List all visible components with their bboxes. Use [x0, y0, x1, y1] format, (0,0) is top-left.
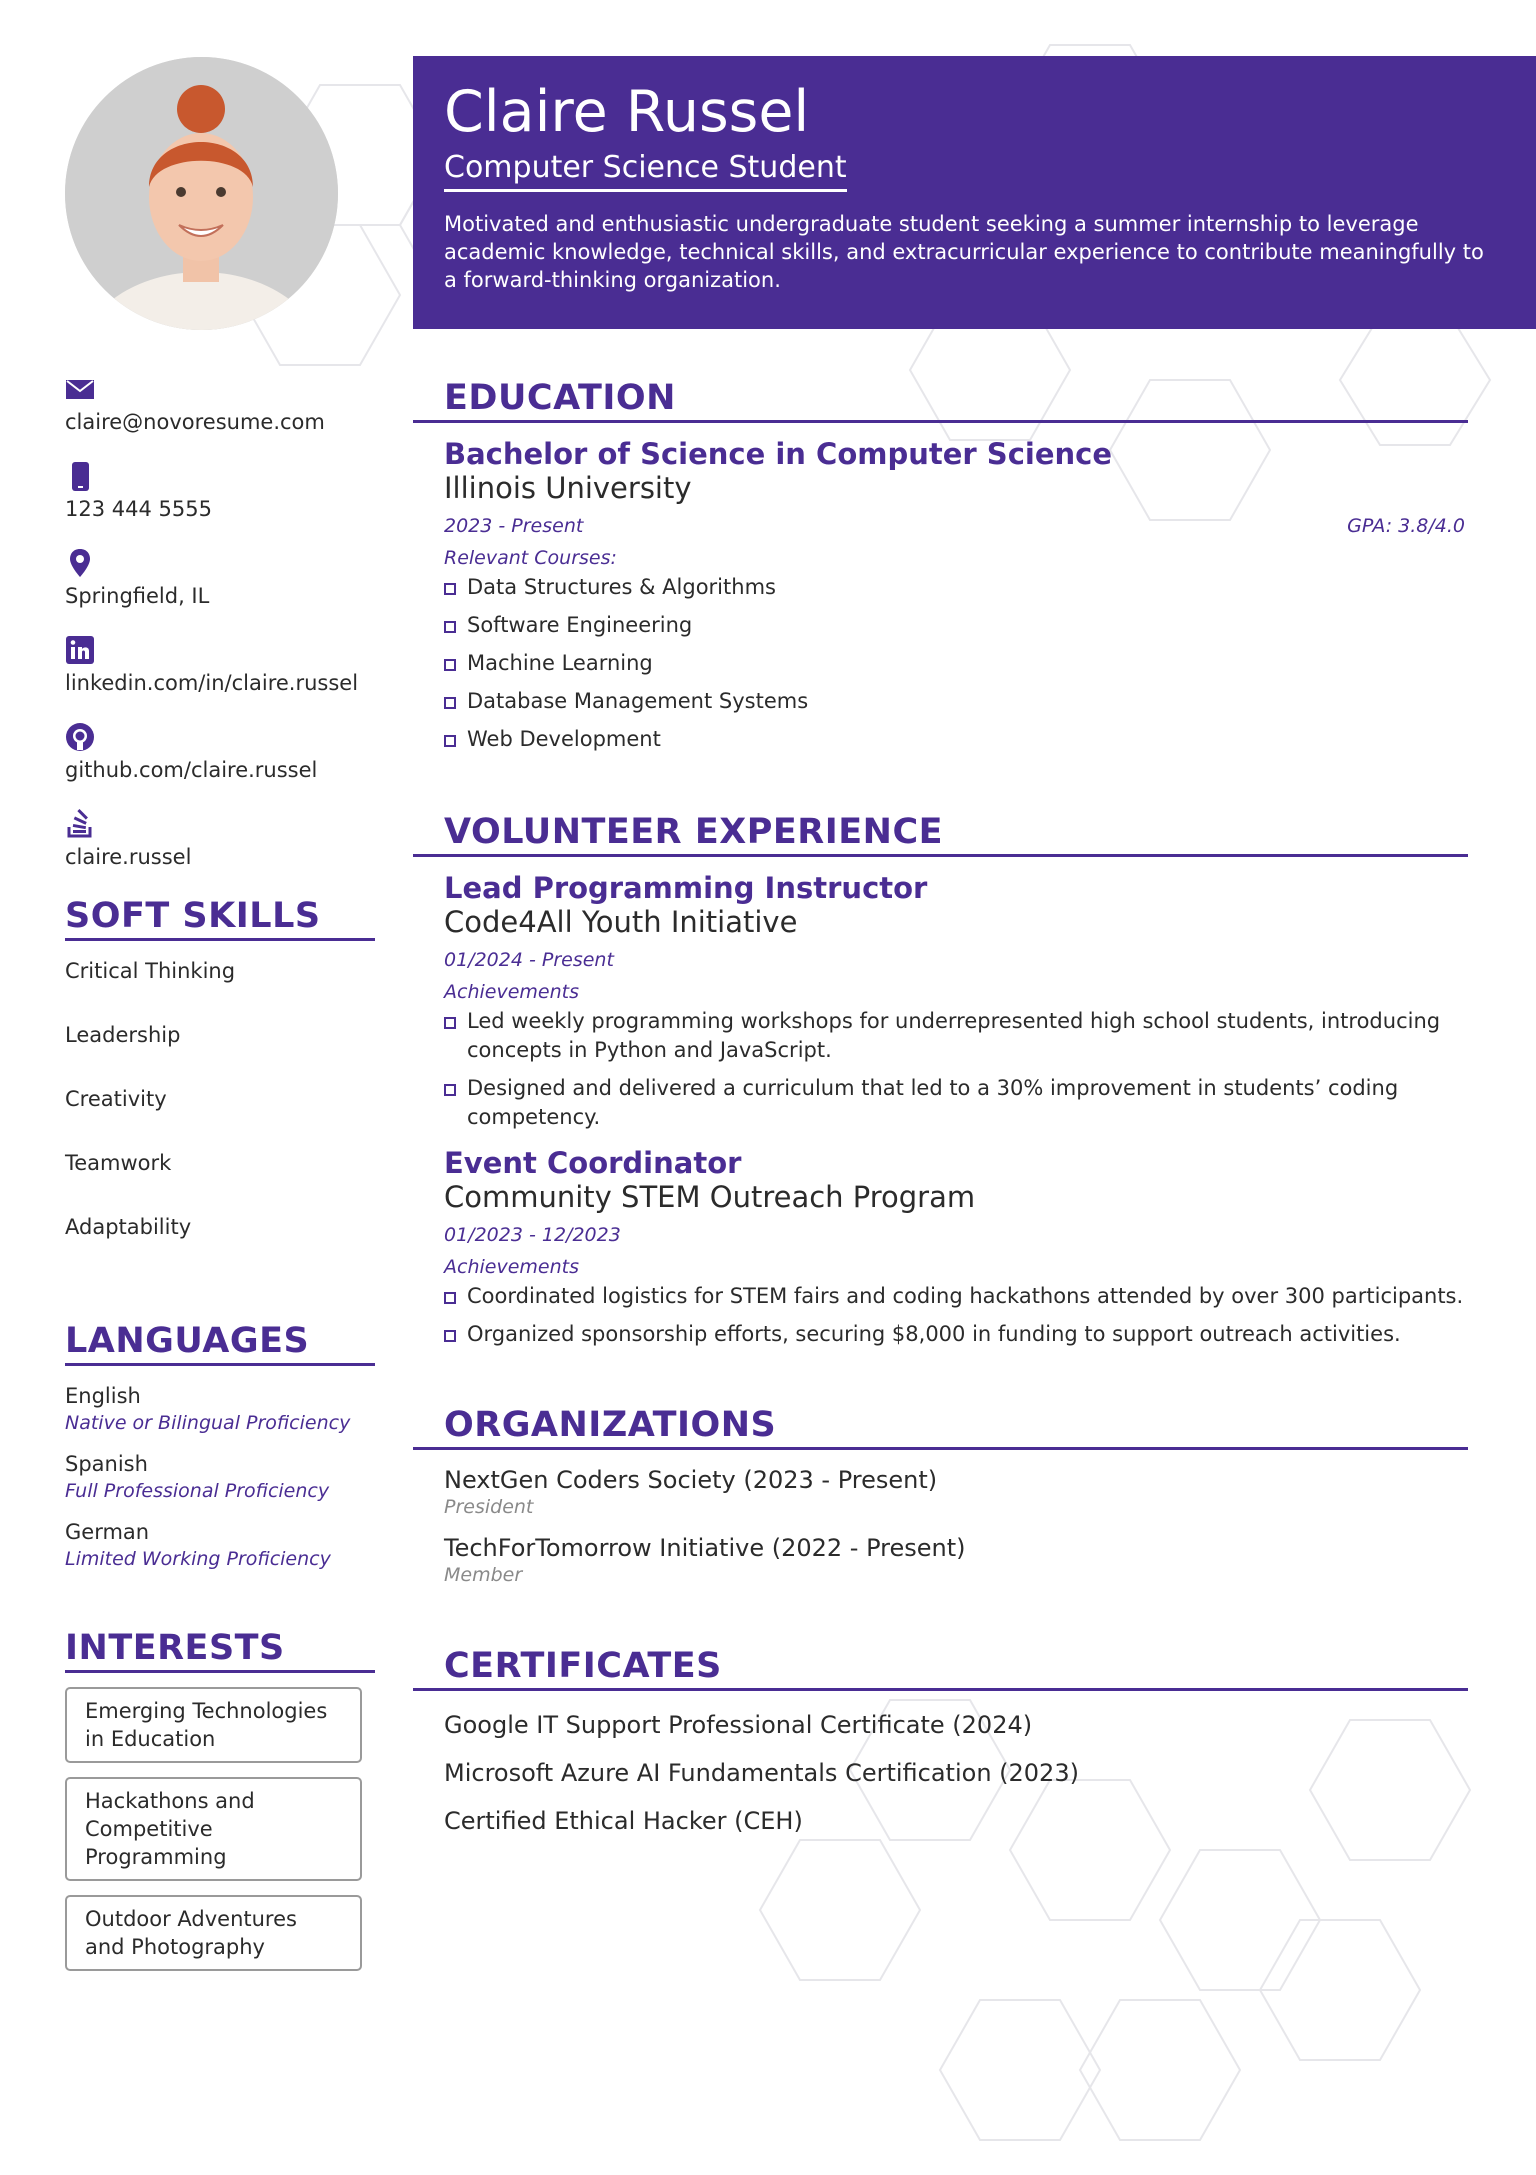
soft-skill-item: Adaptability [65, 1215, 192, 1239]
soft-skills-heading: SOFT SKILLS [65, 896, 375, 941]
education-dates: 2023 - Present [444, 515, 584, 537]
education-meta [444, 515, 1468, 537]
candidate-summary: Motivated and enthusiastic undergraduate student seeking a summer internship to leverage academic knowledge, technical skills, and extracurricular experience to contribute meaningfully to a forward-thinking organization. [444, 212, 1484, 292]
volunteer-entry [444, 1146, 1468, 1349]
contact-github [65, 722, 375, 782]
contact-linkedin [65, 635, 375, 695]
organization-role: Member [444, 1564, 523, 1586]
contact-stackoverflow [65, 809, 375, 869]
soft-skill-item: Critical Thinking [65, 959, 236, 983]
contact-phone-text[interactable]: 123 444 5555 [65, 497, 212, 521]
volunteer-section [413, 812, 1468, 1349]
certificates-heading: CERTIFICATES [413, 1646, 1468, 1691]
github-icon [65, 722, 95, 752]
interests-heading: INTERESTS [65, 1628, 375, 1673]
contact-email [65, 374, 375, 434]
soft-skills-section [65, 896, 375, 1261]
certificate-item: Google IT Support Professional Certificate (2024) [444, 1711, 1033, 1739]
contact-stackoverflow-text[interactable]: claire.russel [65, 845, 192, 869]
organizations-section [413, 1405, 1468, 1586]
contact-linkedin-text[interactable]: linkedin.com/in/claire.russel [65, 671, 359, 695]
language-level: Native or Bilingual Proficiency [65, 1412, 351, 1434]
role-dates-text: 01/2023 - 12/2023 [444, 1224, 621, 1246]
language-item [65, 1520, 375, 1570]
interest-tag: Outdoor Adventures and Photography [65, 1895, 362, 1971]
list-item: Software Engineering [444, 611, 1468, 640]
contact-location-text: Springfield, IL [65, 584, 210, 608]
profile-photo [65, 57, 338, 330]
language-item [65, 1384, 375, 1434]
language-level: Limited Working Proficiency [65, 1548, 331, 1570]
contact-email-text[interactable]: claire@novoresume.com [65, 410, 325, 434]
organization-name: Community STEM Outreach Program [444, 1180, 976, 1214]
language-level: Full Professional Proficiency [65, 1480, 330, 1502]
candidate-title: Computer Science Student [444, 150, 847, 192]
contact-phone [65, 461, 375, 521]
degree-title: Bachelor of Science in Computer Science [444, 437, 1112, 471]
organization-title: TechForTomorrow Initiative (2022 - Present) [444, 1534, 966, 1562]
education-section [413, 378, 1468, 754]
list-item: Led weekly programming workshops for underrepresented high school students, introducing concepts in Python and JavaScript. [444, 1007, 1468, 1065]
role-dates [444, 949, 1468, 971]
certificate-item: Microsoft Azure AI Fundamentals Certification (2023) [444, 1759, 1079, 1787]
role-dates-text: 01/2024 - Present [444, 949, 614, 971]
stackoverflow-icon [65, 809, 95, 839]
language-name: English [65, 1384, 141, 1408]
list-item: Designed and delivered a curriculum that led to a 30% improvement in students’ coding competency. [444, 1074, 1468, 1132]
organizations-heading: ORGANIZATIONS [413, 1405, 1468, 1450]
languages-heading: LANGUAGES [65, 1321, 375, 1366]
role-dates [444, 1224, 1468, 1246]
organization-item [444, 1466, 1468, 1518]
list-item: Coordinated logistics for STEM fairs and coding hackathons attended by over 300 participants. [444, 1282, 1468, 1311]
list-item: Organized sponsorship efforts, securing $8,000 in funding to support outreach activities. [444, 1320, 1468, 1349]
list-item: Web Development [444, 725, 1468, 754]
achievements-list [444, 1007, 1468, 1132]
phone-icon [65, 461, 95, 491]
achievements-label: Achievements [444, 981, 579, 1003]
role-title: Lead Programming Instructor [444, 871, 928, 905]
language-name: German [65, 1520, 150, 1544]
soft-skill-item: Creativity [65, 1087, 167, 1111]
list-item: Machine Learning [444, 649, 1468, 678]
organization-item [444, 1534, 1468, 1586]
soft-skill-item: Leadership [65, 1023, 181, 1047]
main-content [413, 378, 1468, 1835]
courses-label: Relevant Courses: [444, 547, 617, 569]
interest-tag: Emerging Technologies in Education [65, 1687, 362, 1763]
organization-title: NextGen Coders Society (2023 - Present) [444, 1466, 938, 1494]
role-title: Event Coordinator [444, 1146, 742, 1180]
volunteer-heading: VOLUNTEER EXPERIENCE [413, 812, 1468, 857]
contact-github-text[interactable]: github.com/claire.russel [65, 758, 318, 782]
education-heading: EDUCATION [413, 378, 1468, 423]
left-sidebar [65, 57, 375, 1971]
certificate-item: Certified Ethical Hacker (CEH) [444, 1807, 803, 1835]
linkedin-icon [65, 635, 95, 665]
institution-name: Illinois University [444, 471, 692, 505]
location-pin-icon [65, 548, 95, 578]
achievements-list [444, 1282, 1468, 1349]
contact-list [65, 374, 375, 869]
organization-name: Code4All Youth Initiative [444, 905, 798, 939]
soft-skill-item: Teamwork [65, 1151, 172, 1175]
email-icon [65, 374, 95, 404]
organization-role: President [444, 1496, 534, 1518]
achievements-label: Achievements [444, 1256, 579, 1278]
courses-list [444, 573, 1468, 754]
interest-tag: Hackathons and Competitive Programming [65, 1777, 362, 1881]
certificates-section [413, 1646, 1468, 1835]
header-banner [413, 56, 1536, 329]
contact-location [65, 548, 375, 608]
languages-section [65, 1321, 375, 1570]
language-name: Spanish [65, 1452, 148, 1476]
language-item [65, 1452, 375, 1502]
list-item: Data Structures & Algorithms [444, 573, 1468, 602]
interests-section [65, 1628, 375, 1971]
candidate-name: Claire Russel [444, 79, 810, 145]
education-gpa: GPA: 3.8/4.0 [1347, 515, 1465, 537]
list-item: Database Management Systems [444, 687, 1468, 716]
volunteer-entry [444, 871, 1468, 1132]
